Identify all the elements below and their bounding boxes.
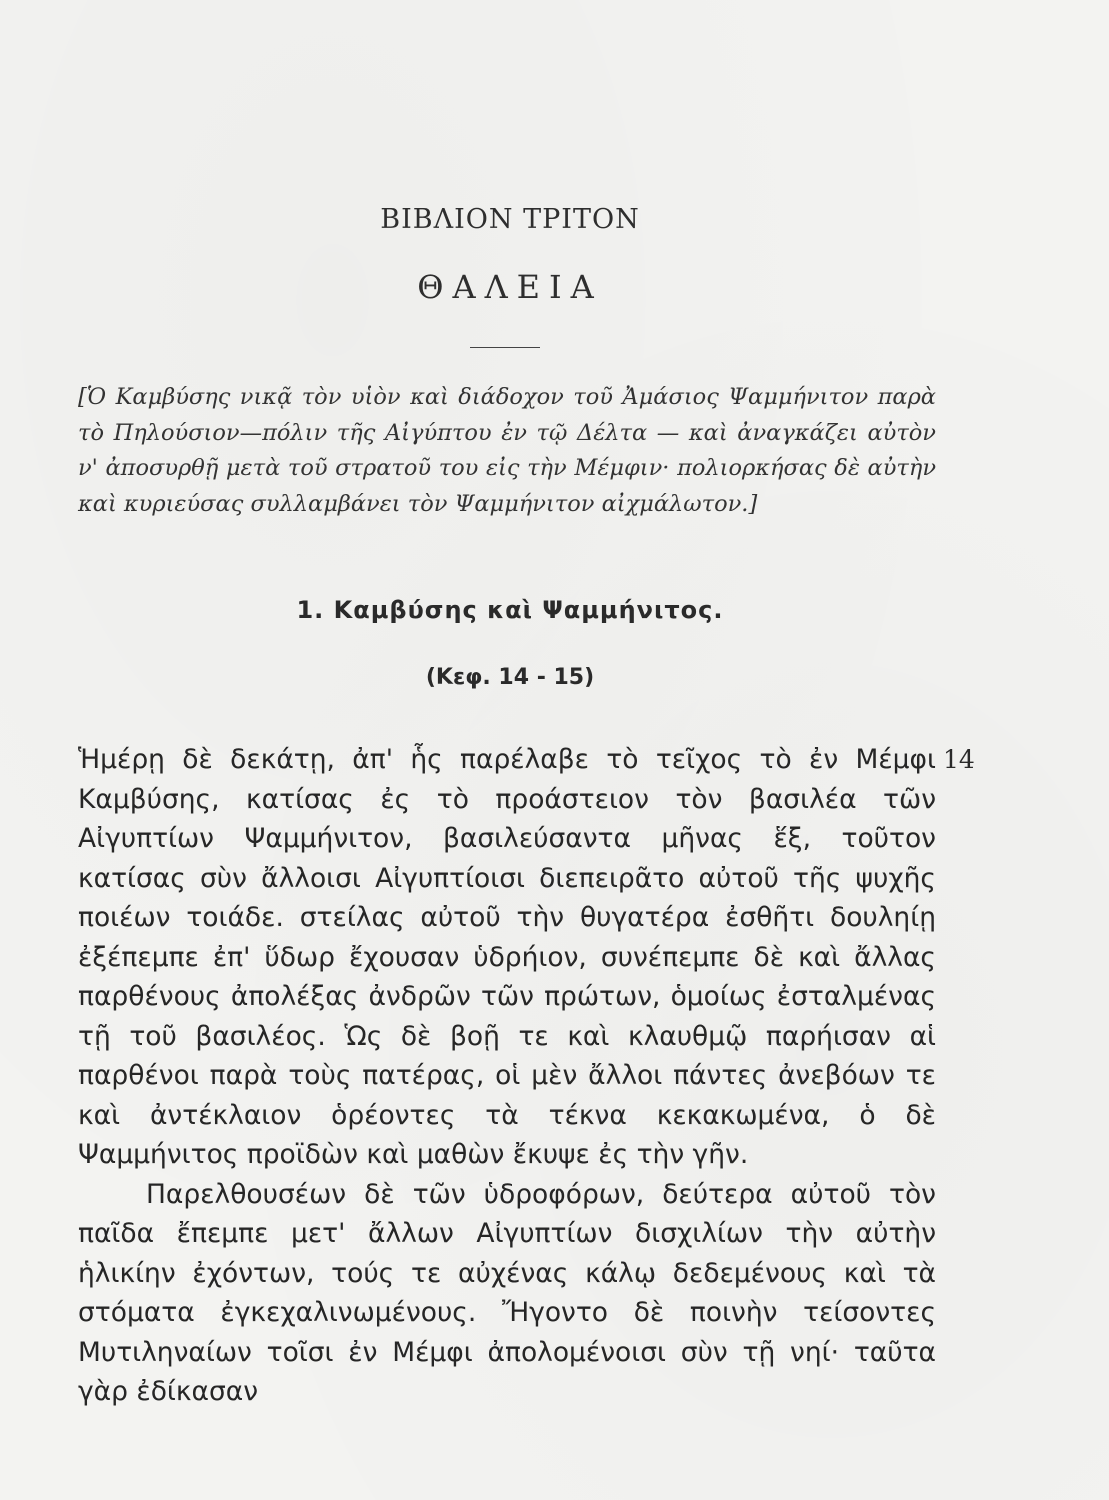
chapter-reference: (Κεφ. 14 - 15) <box>425 665 595 690</box>
summary-paragraph: [Ὁ Καμβύσης νικᾷ τὸν υἱὸν καὶ διάδοχον τοῦ Ἀμάσιος Ψαμμήνιτον παρὰ τὸ Πηλούσιον—πόλιν τῆς Αἰγύπτου ἐν τῷ Δέλτα — καὶ ἀναγκάζει αὐτὸν ν' ἀποσυρθῇ μετὰ τοῦ στρατοῦ του εἰς τὴν Μέμφιν· πολιορκήσας δὲ αὐτὴν καὶ κυριεύσας συλλαμβάνει τὸν Ψαμμήνιτον αἰχμάλωτον.] <box>78 384 936 517</box>
title-divider <box>470 347 540 348</box>
muse-title: ΘΑΛΕΙΑ <box>417 268 603 306</box>
section-heading: 1. Καμβύσης καὶ Ψαμμήνιτος. <box>296 596 724 624</box>
main-text <box>78 740 936 1412</box>
body-paragraph-2: Παρελθουσέων δὲ τῶν ὑδροφόρων, δεύτερα αὐτοῦ τὸν παῖδα ἔπεμπε μετ' ἄλλων Αἰγυπτίων δισχιλίων τὴν αὐτὴν ἡλικίην ἐχόντων, τούς τε αὐχένας κάλῳ δεδεμένους καὶ τὰ στόματα ἐγκεχαλινωμένους. Ἤγοντο δὲ ποινὴν τείσοντες Μυτιληναίων τοῖσι ἐν Μέμφι ἀπολομένοισι σὺν τῇ νηί· ταῦτα γὰρ ἐδίκασαν <box>78 1178 936 1407</box>
body-paragraph-1: Ἡμέρῃ δὲ δεκάτῃ, ἀπ' ἧς παρέλαβε τὸ τεῖχος τὸ ἐν Μέμφι Καμβύσης, κατίσας ἐς τὸ προάστειον τὸν βασιλέα τῶν Αἰγυπτίων Ψαμμήνιτον, βασιλεύσαντα μῆνας ἕξ, τοῦτον κατίσας σὺν ἄλλοισι Αἰγυπτίοισι διεπειρᾶτο αὐτοῦ τῆς ψυχῆς ποιέων τοιάδε. στείλας αὐτοῦ τὴν θυγατέρα ἐσθῆτι δουληίῃ ἐξέπεμπε ἐπ' ὕδωρ ἔχουσαν ὑδρήιον, συνέπεμπε δὲ καὶ ἄλλας παρθένους ἀπολέξας ἀνδρῶν τῶν πρώτων, ὁμοίως ἐσταλμένας τῇ τοῦ βασιλέος. Ὡς δὲ βοῇ τε καὶ κλαυθμῷ παρήισαν αἱ παρθένοι παρὰ τοὺς πατέρας, οἱ μὲν ἄλλοι πάντες ἀνεβόων τε καὶ ἀντέκλαιον ὁρέοντες τὰ τέκνα κεκακωμένα, ὁ δὲ Ψαμμήνιτος προϊδὼν καὶ μαθὼν ἔκυψε ἐς τὴν γῆν. <box>78 744 936 1170</box>
margin-line-number: 14 <box>943 745 975 774</box>
book-title: ΒΙΒΛΙΟΝ ΤΡΙΤΟΝ <box>380 204 640 235</box>
